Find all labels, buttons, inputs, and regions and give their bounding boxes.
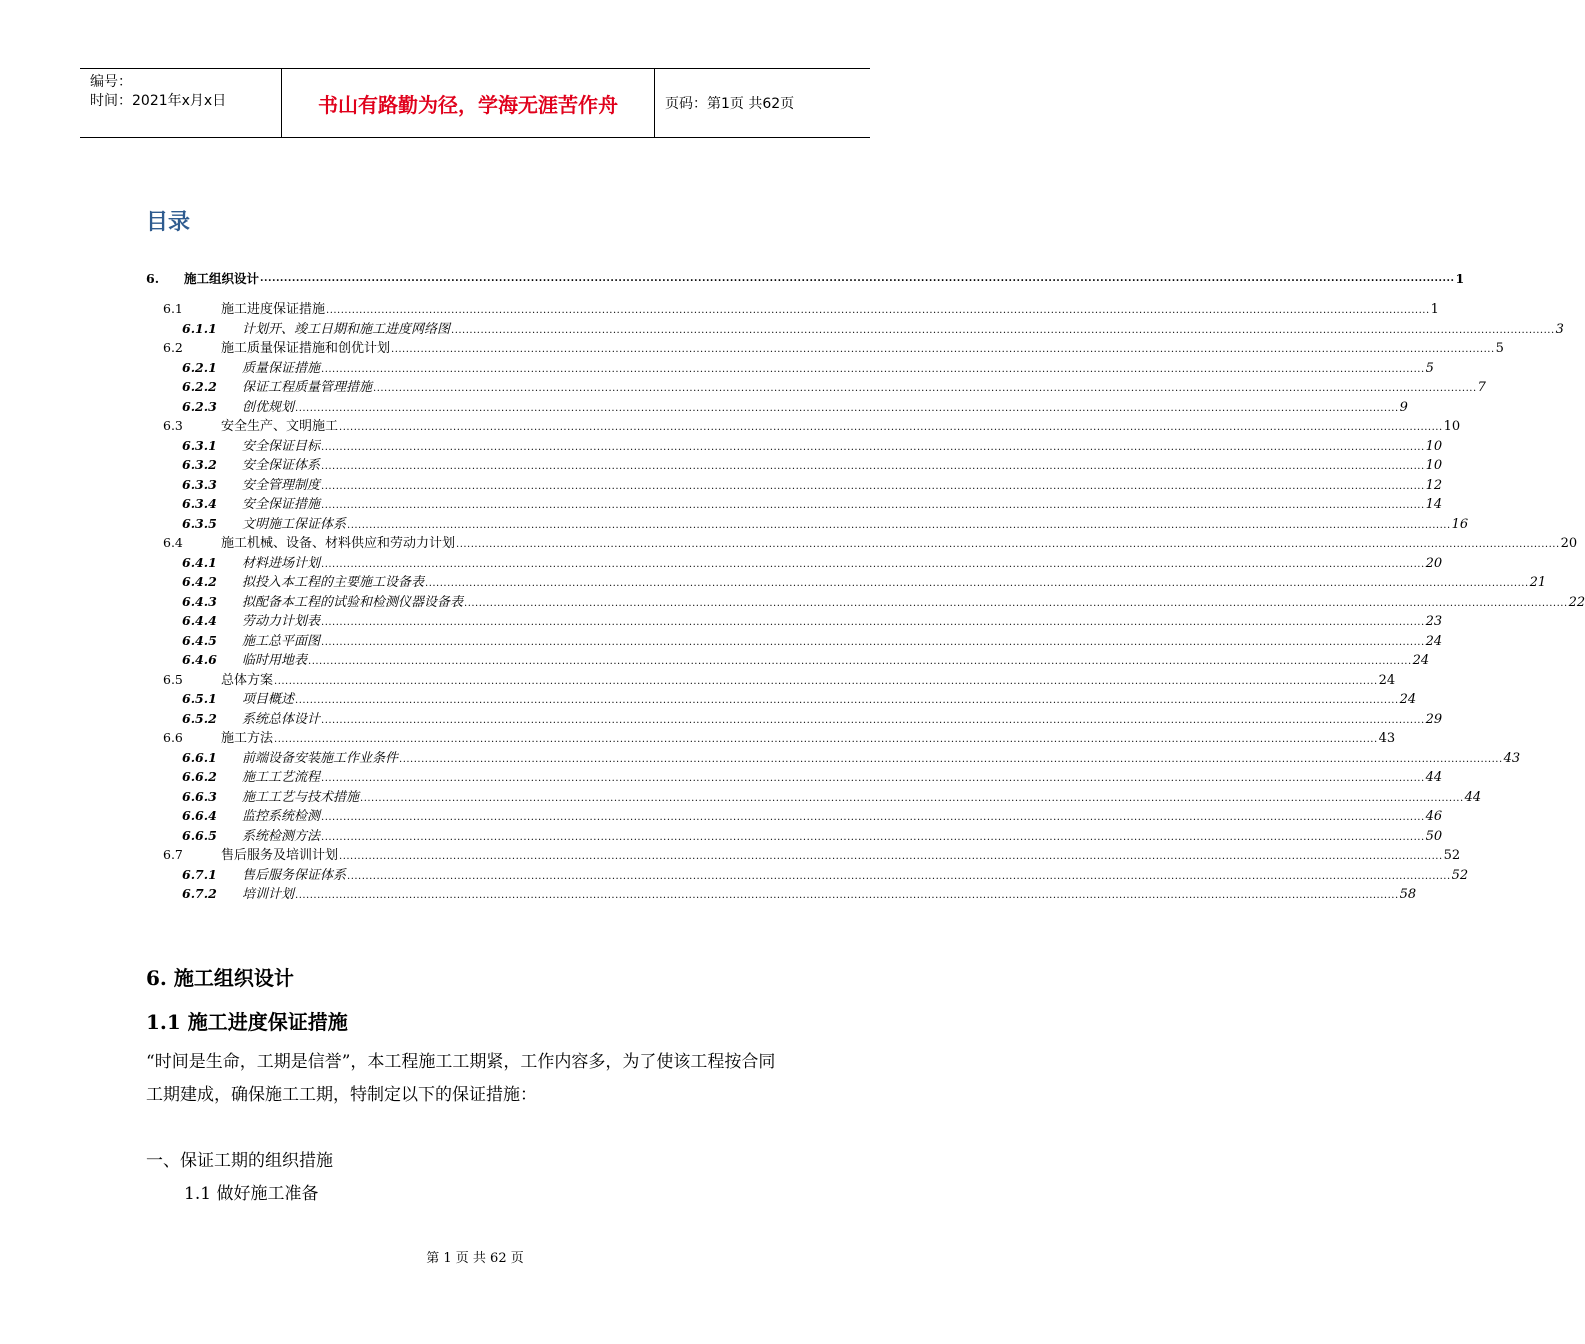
toc-entry-title: 创优规划 (242, 399, 295, 415)
toc-leader-dots: ............................................................................................................................................................................................................................................................................................................ (321, 363, 1425, 375)
header-page-label: 页码：第1页 共62页 (665, 96, 795, 112)
toc-entry-page: 29 (1425, 711, 1443, 727)
toc-leader-dots: ............................................................................................................................................................................................................................................................................................................ (321, 773, 1425, 784)
time-label: 时间：2021年x月x日 (90, 93, 227, 109)
toc-entry-page: 44 (1464, 789, 1482, 805)
toc-entry[interactable] (146, 591, 1585, 611)
toc-entry-number: 6.3.1 (182, 437, 217, 453)
toc-entry-number: 6.1.1 (182, 320, 217, 336)
toc-entry-number: 6.2.1 (182, 359, 217, 375)
toc-entry-number: 6.7 (163, 847, 183, 862)
toc-entry-title: 施工工艺流程 (242, 770, 321, 785)
list-subitem: 1.1 做好施工准备 (184, 1184, 319, 1204)
toc-leader-dots: ............................................................................................................................................................................................................................................................................................................ (391, 344, 1495, 355)
toc-entry-number: 6.6.2 (182, 769, 217, 784)
toc-entry-number: 6.6.4 (182, 808, 217, 823)
toc-leader-dots: ............................................................................................................................................................................................................................................................................................................ (321, 714, 1425, 726)
section-heading: 6. 施工组织设计 (146, 966, 294, 990)
toc-entry[interactable] (146, 883, 1417, 903)
toc-leader-dots: ............................................................................................................................................................................................................................................................................................................ (464, 597, 1568, 609)
toc-entry-number: 6.3.2 (182, 457, 217, 472)
toc-entry-number: 6.4.5 (182, 632, 217, 648)
toc-entry-page: 1 (1430, 302, 1439, 317)
toc-entry-title: 安全保证体系 (242, 458, 321, 473)
toc-entry[interactable] (146, 825, 1443, 845)
subsection-heading: 1.1 施工进度保证措施 (146, 1010, 348, 1034)
toc-entry-title: 监控系统检测 (242, 809, 321, 824)
toc-entry-page: 10 (1425, 458, 1443, 473)
toc-entry[interactable] (146, 396, 1408, 416)
toc-entry[interactable] (146, 318, 1564, 338)
toc-entry-title: 质量保证措施 (242, 360, 321, 376)
toc-entry-number: 6.1 (163, 301, 183, 316)
toc-entry-page: 20 (1560, 536, 1578, 551)
toc-entry[interactable] (146, 708, 1443, 728)
toc-entry[interactable] (146, 669, 1396, 689)
toc-entry-title: 计划开、竣工日期和施工进度网络图 (242, 321, 451, 337)
toc-leader-dots: ............................................................................................................................................................................................................................................................................................................ (274, 734, 1378, 745)
toc-leader-dots: ............................................................................................................................................................................................................................................................................................................ (456, 539, 1560, 550)
toc-entry-title: 施工工艺与技术措施 (242, 789, 360, 805)
toc-entry[interactable] (146, 357, 1434, 377)
toc-entry-page: 50 (1425, 828, 1443, 844)
toc-entry[interactable] (146, 688, 1417, 708)
toc-entry-page: 43 (1503, 750, 1521, 766)
toc-leader-dots: ............................................................................................................................................................................................................................................................................................................ (321, 636, 1425, 648)
toc-entry[interactable] (146, 493, 1443, 513)
toc-leader-dots: ............................................................................................................................................................................................................................................................................................................ (373, 383, 1477, 394)
toc-entry[interactable] (146, 337, 1504, 357)
toc-entry-page: 46 (1425, 809, 1443, 824)
toc-entry-number: 6.3.4 (182, 496, 217, 511)
toc-leader-dots: ............................................................................................................................................................................................................................................................................................................ (347, 870, 1451, 882)
toc-entry-number: 6.4.2 (182, 574, 217, 589)
toc-entry-title: 施工组织设计 (184, 271, 260, 286)
toc-entry-page: 23 (1425, 614, 1443, 629)
toc-entry-title: 安全保证目标 (242, 438, 321, 454)
toc-entry-page: 44 (1425, 770, 1443, 785)
toc-entry[interactable] (146, 630, 1443, 650)
toc-entry[interactable] (146, 454, 1443, 474)
toc-entry-number: 6.6.3 (182, 788, 217, 804)
toc-entry[interactable] (146, 474, 1443, 494)
toc-entry-title: 施工机械、设备、材料供应和劳动力计划 (221, 536, 456, 551)
toc-entry-title: 系统检测方法 (242, 828, 321, 844)
toc-entry-number: 6.7.1 (182, 866, 217, 882)
toc-entry[interactable] (146, 786, 1482, 806)
toc-leader-dots: ............................................................................................................................................................................................................................................................................................................ (321, 441, 1425, 453)
toc-entry-number: 6.4.1 (182, 554, 217, 570)
toc-entry[interactable] (146, 571, 1547, 591)
toc-leader-dots: ............................................................................................................................................................................................................................................................................................................ (321, 558, 1425, 570)
toc-entry[interactable] (146, 649, 1430, 669)
toc-entry-number: 6.2.2 (182, 379, 217, 394)
body-paragraph: “时间是生命，工期是信誉”，本工程施工工期紧，工作内容多，为了使该工程按合同工期建成，确保施工工期，特制定以下的保证措施： (146, 1052, 776, 1105)
toc-leader-dots: ............................................................................................................................................................................................................................................................................................................ (274, 675, 1378, 687)
toc-leader-dots: ............................................................................................................................................................................................................................................................................................................ (308, 656, 1412, 667)
toc-entry-page: 1 (1455, 270, 1465, 286)
toc-entry-number: 6.6 (163, 730, 183, 745)
toc-entry-page: 43 (1378, 731, 1396, 746)
toc-leader-dots: ............................................................................................................................................................................................................................................................................................................ (295, 890, 1399, 901)
toc-entry[interactable] (146, 805, 1443, 825)
toc-entry-page: 22 (1568, 594, 1585, 610)
toc-entry-page: 9 (1399, 399, 1408, 415)
page-footer: 第 1 页 共 62 页 (426, 1251, 524, 1266)
toc-entry-title: 拟投入本工程的主要施工设备表 (242, 575, 425, 590)
toc-leader-dots: ............................................................................................................................................................................................................................................................................................................ (360, 792, 1464, 804)
toc-entry-page: 20 (1425, 555, 1443, 571)
toc-leader-dots: ............................................................................................................................................................................................................................................................................................................ (347, 519, 1451, 531)
toc-entry-number: 6.4.6 (182, 652, 217, 667)
toc-leader-dots: ............................................................................................................................................................................................................................................................................................................ (321, 480, 1425, 492)
toc-entry-title: 劳动力计划表 (242, 614, 321, 629)
toc-entry-title: 施工总平面图 (242, 633, 321, 649)
toc-entry-page: 16 (1451, 516, 1469, 532)
page-header (80, 68, 870, 138)
toc-entry-number: 6.4.3 (182, 593, 217, 609)
toc-entry[interactable] (146, 298, 1439, 318)
toc-entry-title: 总体方案 (221, 672, 274, 688)
toc-leader-dots: ............................................................................................................................................................................................................................................................................................................ (339, 851, 1443, 862)
toc-entry-number: 6.4.4 (182, 613, 217, 628)
toc-entry-title: 施工进度保证措施 (221, 302, 326, 317)
toc-entry-title: 项目概述 (242, 692, 295, 707)
toc-entry-page: 10 (1443, 419, 1461, 434)
toc-entry[interactable] (146, 864, 1469, 884)
toc-leader-dots: ............................................................................................................................................................................................................................................................................................................ (339, 422, 1443, 433)
toc-leader-dots: ............................................................................................................................................................................................................................................................................................................ (321, 812, 1425, 823)
toc-entry-number: 6.2 (163, 340, 183, 355)
table-of-contents (146, 258, 1585, 903)
toc-entry-page: 14 (1425, 497, 1443, 512)
toc-entry[interactable] (146, 844, 1461, 864)
toc-entry-page: 5 (1495, 341, 1504, 356)
toc-entry-number: 6.7.2 (182, 886, 217, 901)
toc-entry-number: 6.3.5 (182, 515, 217, 531)
toc-entry-number: 6.5.2 (182, 710, 217, 726)
toc-entry-title: 材料进场计划 (242, 555, 321, 571)
toc-entry-page: 12 (1425, 477, 1443, 493)
toc-entry-number: 6.4 (163, 535, 183, 550)
toc-entry[interactable] (146, 513, 1469, 533)
toc-entry-page: 52 (1451, 867, 1469, 883)
toc-entry[interactable] (146, 435, 1443, 455)
toc-entry[interactable] (146, 727, 1396, 747)
toc-leader-dots: ............................................................................................................................................................................................................................................................................................................ (321, 500, 1425, 511)
toc-entry-title: 培训计划 (242, 887, 295, 902)
toc-entry-number: 6.6.1 (182, 749, 217, 765)
toc-entry[interactable] (146, 747, 1521, 767)
toc-leader-dots: ............................................................................................................................................................................................................................................................................................................ (425, 578, 1529, 589)
list-item-heading: 一、保证工期的组织措施 (146, 1151, 333, 1171)
toc-leader-dots: ............................................................................................................................................................................................................................................................................................................ (321, 461, 1425, 472)
toc-title: 目录 (146, 210, 191, 235)
toc-leader-dots: ............................................................................................................................................................................................................................................................................................................ (321, 831, 1425, 843)
toc-entry[interactable] (146, 766, 1443, 786)
header-motto: 书山有路勤为径，学海无涯苦作舟 (282, 69, 655, 137)
toc-leader-dots: ............................................................................................................................................................................................................................................................................................................ (399, 753, 1503, 765)
toc-entry-number: 6.2.3 (182, 398, 217, 414)
toc-entry-title: 系统总体设计 (242, 711, 321, 727)
toc-entry-title: 安全生产、文明施工 (221, 419, 339, 434)
toc-entry-title: 保证工程质量管理措施 (242, 380, 373, 395)
toc-entry-title: 安全保证措施 (242, 497, 321, 512)
toc-entry-title: 文明施工保证体系 (242, 516, 347, 532)
toc-entry-title: 施工方法 (221, 731, 274, 746)
toc-entry-title: 售后服务及培训计划 (221, 848, 339, 863)
toc-leader-dots: ............................................................................................................................................................................................................................................................................................................ (321, 617, 1425, 628)
toc-entry-page: 3 (1555, 321, 1564, 337)
toc-entry-page: 58 (1399, 887, 1417, 902)
toc-entry[interactable] (146, 258, 1465, 298)
toc-entry-page: 24 (1399, 692, 1417, 707)
toc-entry[interactable] (146, 610, 1443, 630)
toc-entry[interactable] (146, 532, 1578, 552)
toc-entry-title: 临时用地表 (242, 653, 308, 668)
toc-entry-title: 前端设备安装施工作业条件 (242, 750, 399, 766)
toc-entry-number: 6. (146, 270, 160, 286)
toc-entry-page: 24 (1378, 672, 1396, 688)
toc-entry-page: 5 (1425, 360, 1434, 376)
toc-entry-page: 7 (1477, 380, 1486, 395)
toc-leader-dots: ............................................................................................................................................................................................................................................................................................................ (260, 272, 1455, 284)
toc-leader-dots: ............................................................................................................................................................................................................................................................................................................ (326, 305, 1430, 316)
toc-leader-dots: ............................................................................................................................................................................................................................................................................................................ (295, 402, 1399, 414)
toc-entry-page: 21 (1529, 575, 1547, 590)
toc-entry-number: 6.3 (163, 418, 183, 433)
toc-entry-number: 6.5 (163, 671, 183, 687)
toc-entry-title: 安全管理制度 (242, 477, 321, 493)
toc-entry[interactable] (146, 415, 1461, 435)
toc-entry[interactable] (146, 376, 1486, 396)
toc-leader-dots: ............................................................................................................................................................................................................................................................................................................ (295, 695, 1399, 706)
toc-leader-dots: ............................................................................................................................................................................................................................................................................................................ (451, 324, 1555, 336)
code-label: 编号： (90, 74, 132, 90)
toc-entry-page: 24 (1412, 653, 1430, 668)
toc-entry-number: 6.6.5 (182, 827, 217, 843)
toc-entry-page: 24 (1425, 633, 1443, 649)
header-meta (80, 69, 282, 137)
toc-entry-number: 6.5.1 (182, 691, 217, 706)
toc-entry-page: 52 (1443, 848, 1461, 863)
toc-entry-page: 10 (1425, 438, 1443, 454)
toc-entry[interactable] (146, 552, 1443, 572)
toc-entry-number: 6.3.3 (182, 476, 217, 492)
toc-entry-title: 施工质量保证措施和创优计划 (221, 341, 391, 356)
toc-entry-title: 售后服务保证体系 (242, 867, 347, 883)
toc-entry-title: 拟配备本工程的试验和检测仪器设备表 (242, 594, 464, 610)
